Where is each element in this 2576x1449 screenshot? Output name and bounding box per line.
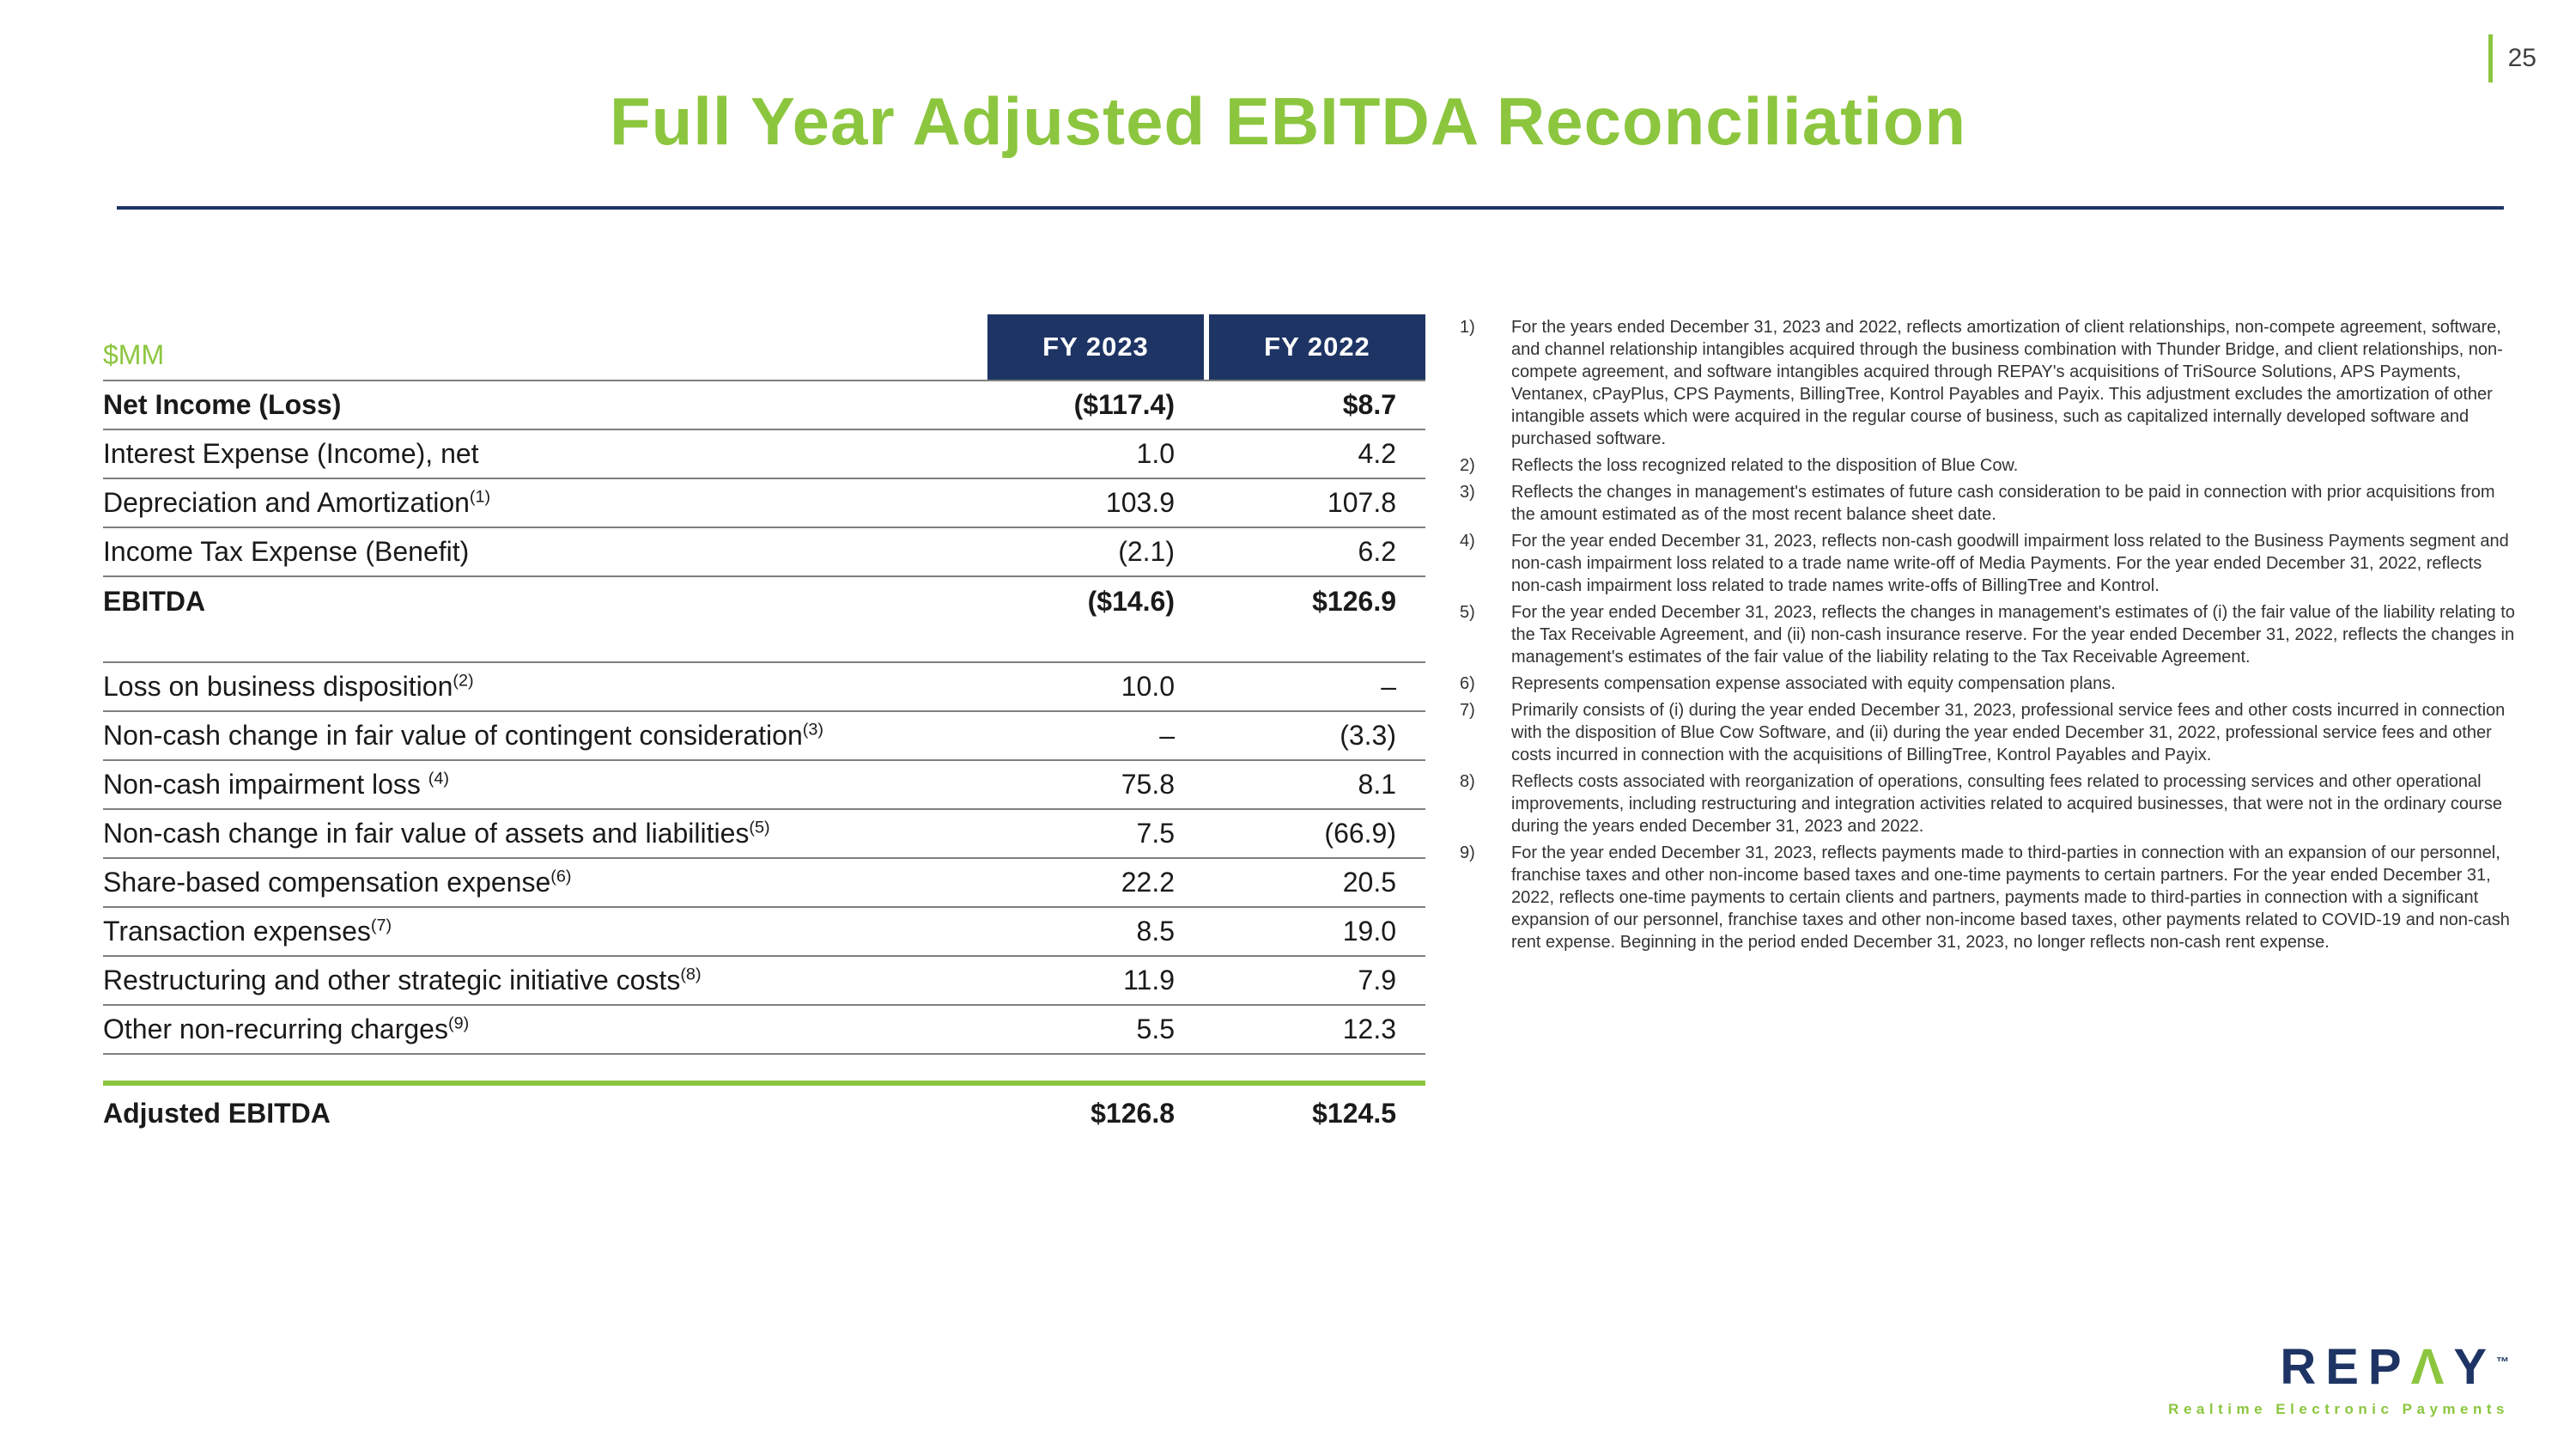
footnote-number: 4)	[1460, 532, 1475, 551]
footnote-number: 6)	[1460, 674, 1475, 693]
table-row	[103, 381, 1425, 430]
table-row	[103, 957, 1425, 1006]
footnote-number: 7)	[1460, 701, 1475, 720]
row-value-fy2022: $124.5	[1312, 1097, 1396, 1129]
page-number-text: 25	[2507, 44, 2537, 72]
row-value-fy2023: 1.0	[1136, 438, 1175, 469]
row-value-fy2022: 20.5	[1342, 867, 1396, 898]
footnote-number: 9)	[1460, 843, 1475, 862]
footnote-number: 1)	[1460, 318, 1475, 337]
row-value-fy2023: 10.0	[1121, 671, 1175, 702]
footnote	[1460, 481, 2518, 526]
footnote-text: For the years ended December 31, 2023 and 2022, reflects amortization of client relationships, non-compete agreement, software, and channel relationship intangibles acquired through the business combination with Thunder Bridge, and client relationships, non-compete agreement, and software intangibles acquired through REPAY's acquisitions of TriSource Solutions, APS Payments, Ventanex, cPayPlus, CPS Payments, BillingTree, Kontrol Payables and Payix. This adjustment excludes the amortization of other intangible assets which were acquired in the regular course of business, such as capitalized internally developed software and purchased software.	[1511, 318, 2503, 448]
table-row	[103, 810, 1425, 859]
row-value-fy2023: $126.8	[1091, 1097, 1175, 1129]
footnote-text: Reflects the loss recognized related to the disposition of Blue Cow.	[1511, 456, 2019, 475]
row-value-fy2023: 22.2	[1121, 867, 1175, 898]
row-value-fy2023: 5.5	[1136, 1014, 1175, 1044]
row-label: Share-based compensation expense$^{(6)}$	[103, 867, 572, 898]
reconciliation-table	[103, 314, 1425, 1141]
column-header-fy2023: FY 2023	[987, 314, 1204, 380]
footnote	[1460, 673, 2518, 695]
row-label: EBITDA	[103, 585, 206, 617]
footnotes	[1460, 316, 2518, 958]
title-underline	[117, 206, 2504, 210]
row-value-fy2022: 6.2	[1358, 536, 1396, 567]
row-value-fy2022: 19.0	[1342, 916, 1396, 947]
row-label: Income Tax Expense (Benefit)	[103, 536, 470, 567]
row-value-fy2022: 12.3	[1342, 1014, 1396, 1044]
logo-a-glyph: Λ	[2410, 1339, 2454, 1395]
table-row	[103, 479, 1425, 528]
column-header-fy2022: FY 2022	[1209, 314, 1425, 380]
row-label: Adjusted EBITDA	[103, 1097, 331, 1129]
footnote	[1460, 842, 2518, 953]
table-row	[103, 712, 1425, 761]
row-value-fy2022: (66.9)	[1324, 818, 1396, 849]
row-label: Loss on business disposition$^{(2)}$	[103, 671, 474, 702]
footnote	[1460, 601, 2518, 668]
footnote-text: Reflects the changes in management's estimates of future cash consideration to be paid in connection with prior acquisitions from the amount estimated as of the most recent balance sheet date.	[1511, 483, 2495, 524]
row-label: Net Income (Loss)	[103, 389, 342, 420]
slide-title: Full Year Adjusted EBITDA Reconciliation	[609, 83, 1967, 159]
footnote-number: 8)	[1460, 772, 1475, 791]
footnote	[1460, 530, 2518, 597]
page-number-accent-bar	[2488, 34, 2493, 82]
row-value-fy2022: 107.8	[1327, 487, 1396, 518]
row-label: Interest Expense (Income), net	[103, 438, 479, 469]
logo-trademark: ™	[2496, 1355, 2509, 1370]
row-value-fy2023: 75.8	[1121, 769, 1175, 800]
footnote-number: 3)	[1460, 483, 1475, 502]
row-label: Other non-recurring charges$^{(9)}$	[103, 1014, 470, 1044]
row-value-fy2023: 103.9	[1105, 487, 1175, 518]
row-label: Depreciation and Amortization$^{(1)}$	[103, 487, 491, 518]
footnote-number: 2)	[1460, 456, 1475, 475]
row-value-fy2023: 8.5	[1136, 916, 1175, 947]
footnote-text: Represents compensation expense associated with equity compensation plans.	[1511, 674, 2116, 693]
table-row-adjusted-ebitda	[103, 1081, 1425, 1141]
table-row	[103, 663, 1425, 712]
row-label: Non-cash change in fair value of contingent consideration$^{(3)}$	[103, 720, 823, 751]
row-value-fy2023: 11.9	[1123, 965, 1175, 995]
row-value-fy2022: 7.9	[1358, 965, 1396, 995]
table-header-row	[103, 314, 1425, 381]
table-row	[103, 528, 1425, 577]
table-row	[103, 761, 1425, 810]
footnote-text: Reflects costs associated with reorganization of operations, consulting fees related to processing services and other operational improvements, including restructuring and integration activities related to acquired businesses, that were not in the ordinary course during the years ended December 31, 2023 and 2022.	[1511, 772, 2502, 836]
footnote	[1460, 699, 2518, 766]
footnote	[1460, 454, 2518, 477]
row-label: Restructuring and other strategic initiative costs$^{(8)}$	[103, 965, 702, 995]
table-row	[103, 1006, 1425, 1055]
repay-logo	[2168, 1338, 2509, 1418]
footnote-text: For the year ended December 31, 2023, reflects non-cash goodwill impairment loss related to the Business Payments segment and non-cash impairment loss related to a trade name write-off of Media Payments. For the year ended December 31, 2022, reflects non-cash impairment loss related to trade names write-offs of BillingTree and Kontrol.	[1511, 532, 2509, 595]
row-value-fy2023: 7.5	[1136, 818, 1175, 849]
row-value-fy2022: –	[1381, 671, 1396, 702]
table-unit-label: $MM	[103, 339, 165, 370]
row-value-fy2023: –	[1159, 720, 1175, 751]
row-value-fy2022: 4.2	[1358, 438, 1396, 469]
table-section-divider	[103, 625, 1425, 663]
row-value-fy2023: ($117.4)	[1073, 389, 1175, 420]
footnote	[1460, 770, 2518, 837]
logo-wordmark: REPΛY™	[2280, 1339, 2509, 1395]
row-label: Non-cash impairment loss $^{(4)}$	[103, 769, 450, 800]
row-label: Non-cash change in fair value of assets and liabilities$^{(5)}$	[103, 818, 770, 849]
footnote-text: For the year ended December 31, 2023, reflects the changes in management's estimates of (i) the fair value of the liability relating to the Tax Receivable Agreement, and (ii) non-cash insurance reserve. For the year ended December 31, 2022, reflects the changes in management's estimates of the fair value of the liability relating to the Tax Receivable Agreement.	[1511, 603, 2515, 667]
table-row	[103, 908, 1425, 957]
row-value-fy2023: ($14.6)	[1087, 585, 1175, 617]
table-row	[103, 577, 1425, 625]
row-value-fy2023: (2.1)	[1118, 536, 1175, 567]
footnote	[1460, 316, 2518, 450]
table-gap	[103, 1055, 1425, 1081]
footnote-text: Primarily consists of (i) during the year ended December 31, 2023, professional service fees and other costs incurred in connection with the disposition of Blue Cow Software, and (ii) during the year ended December 31, 2022, professional service fees and other costs incurred in connection with the acquisitions of BillingTree, Kontrol Payables and Payix.	[1511, 701, 2506, 764]
page-number	[2488, 34, 2537, 82]
footnote-text: For the year ended December 31, 2023, reflects payments made to third-parties in connection with an expansion of our personnel, franchise taxes and other non-income based taxes and one-time payments to certain partners. For the year ended December 31, 2022, reflects one-time payments to certain clients and partners, payments made to third-parties in connection with a significant expansion of our personnel, franchise taxes and other non-income based taxes, other payments related to COVID-19 and non-cash rent expense. Beginning in the period ended December 31, 2023, no longer reflects non-cash rent expense.	[1511, 843, 2510, 952]
row-value-fy2022: $126.9	[1312, 585, 1396, 617]
table-row	[103, 430, 1425, 479]
footnote-number: 5)	[1460, 603, 1475, 622]
row-value-fy2022: $8.7	[1342, 389, 1396, 420]
table-row	[103, 859, 1425, 908]
row-value-fy2022: 8.1	[1358, 769, 1396, 800]
logo-tagline: Realtime Electronic Payments	[2168, 1401, 2509, 1417]
row-label: Transaction expenses$^{(7)}$	[103, 916, 392, 947]
row-value-fy2022: (3.3)	[1340, 720, 1396, 751]
